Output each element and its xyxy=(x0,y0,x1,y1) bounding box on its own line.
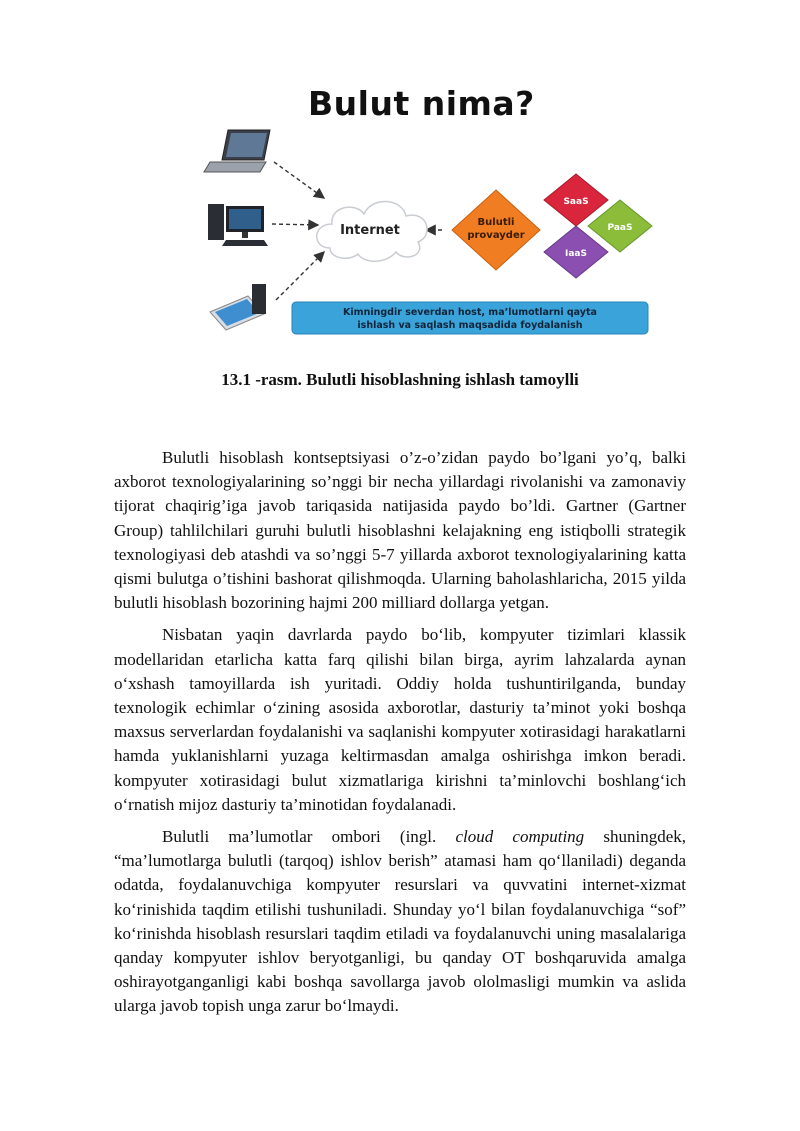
paas-label: PaaS xyxy=(607,223,633,233)
paragraph-3-rest: shuningdek, “ma’lumotlarga bulutli (tarqoq) ishlov berish” atamasi ham qo‘llaniladi) deganda odatda, foydalanuvchiga kompyuter resurslari va quvvatini internet-xizmat ko‘rinishida taqdim etilishi tushuniladi. Shunday yo‘l bilan foydalanuvchiga “sof” ko‘rinishda hisoblash resurslari taqdim etiladi va foydalanuvchi uning masalalariga qanday kompyuter ishlov beryotganligi, bu qanday OT boshqaruvida amalga oshirayotganganligi kabi boshqa savollarga javob ololmasligi mumkin va aslida ularga javob topish unga zarur bo‘lmaydi. xyxy=(114,827,686,1016)
banner-line2: ishlash va saqlash maqsadida foydalanish xyxy=(357,320,583,331)
paragraph-3-term: cloud computing xyxy=(455,827,585,847)
banner-line1: Kimningdir severdan host, ma’lumotlarni qayta xyxy=(343,307,597,318)
paragraph-3 xyxy=(114,825,686,1019)
paragraph-3-start: Bulutli ma’lumotlar ombori (ingl. xyxy=(162,827,456,847)
desktop-arrow xyxy=(272,224,318,225)
provider-label-line1: Bulutli xyxy=(477,217,515,228)
internet-label: Internet xyxy=(340,223,400,238)
laptop-arrow xyxy=(274,162,324,198)
internet-cloud-icon xyxy=(317,201,427,261)
provider-diamond xyxy=(452,190,540,270)
info-banner xyxy=(292,302,648,334)
figure-title: Bulut nima? xyxy=(308,84,535,123)
provider-label-line2: provayder xyxy=(467,230,525,241)
desktop-computer-icon xyxy=(208,204,268,246)
iaas-label: IaaS xyxy=(565,249,587,259)
paragraph-1: Bulutli hisoblash kontseptsiyasi o’z-o’zidan paydo bo’lgani yo’q, balki axborot texnologiyalarining so’nggi bir necha yillardagi rivolanishi va zamonaviy tijorat chaqirig’iga javob tariqasida natijasida paydo bo’ldi. Gartner (Gartner Group) tahlilchilari guruhi bulutli hisoblashni kelajakning eng istiqbolli strategik texnologiyasi deb atashdi va so’nggi 5-7 yillarda axborot texnologiyalarining katta qismi bulutga o’tishini bashorat qilishmoqda. Ularning baholashlaricha, 2015 yilda bulutli hisoblash bozorining hajmi 200 milliard dollarga yetgan. xyxy=(114,448,686,613)
tablet-arrow xyxy=(276,252,324,300)
figure-caption: 13.1 -rasm. Bulutli hisoblashning ishlash tamoylli xyxy=(221,370,579,389)
cloud-diagram-figure xyxy=(190,78,670,340)
tablet-icon xyxy=(210,284,266,330)
laptop-icon xyxy=(204,130,270,172)
saas-label: SaaS xyxy=(563,197,589,207)
paragraph-2: Nisbatan yaqin davrlarda paydo bo‘lib, kompyuter tizimlari klassik modellaridan etarlicha katta farq qilishi bilan birga, ayrim lahzalarda aynan o‘xshash tamoyillarda ish yuritadi. Oddiy holda tushuntirilganda, bunday texnologik echimlar o‘zining asosida axborotlar, dasturiy ta’minot yoki boshqa maxsus serverlardan foydalanishi va saqlanishi kompyuter xotirasidagi harakatlarni hamda yuklanishlarni yuzaga keltirmasdan amalga oshirishga imkon beradi. kompyuter xotirasidagi bulut xizmatlariga kirishni ta’minlovchi boshlang‘ich o‘rnatish mijoz dasturiy ta’minotidan foydalanadi. xyxy=(114,625,686,814)
body-text xyxy=(114,446,686,1027)
